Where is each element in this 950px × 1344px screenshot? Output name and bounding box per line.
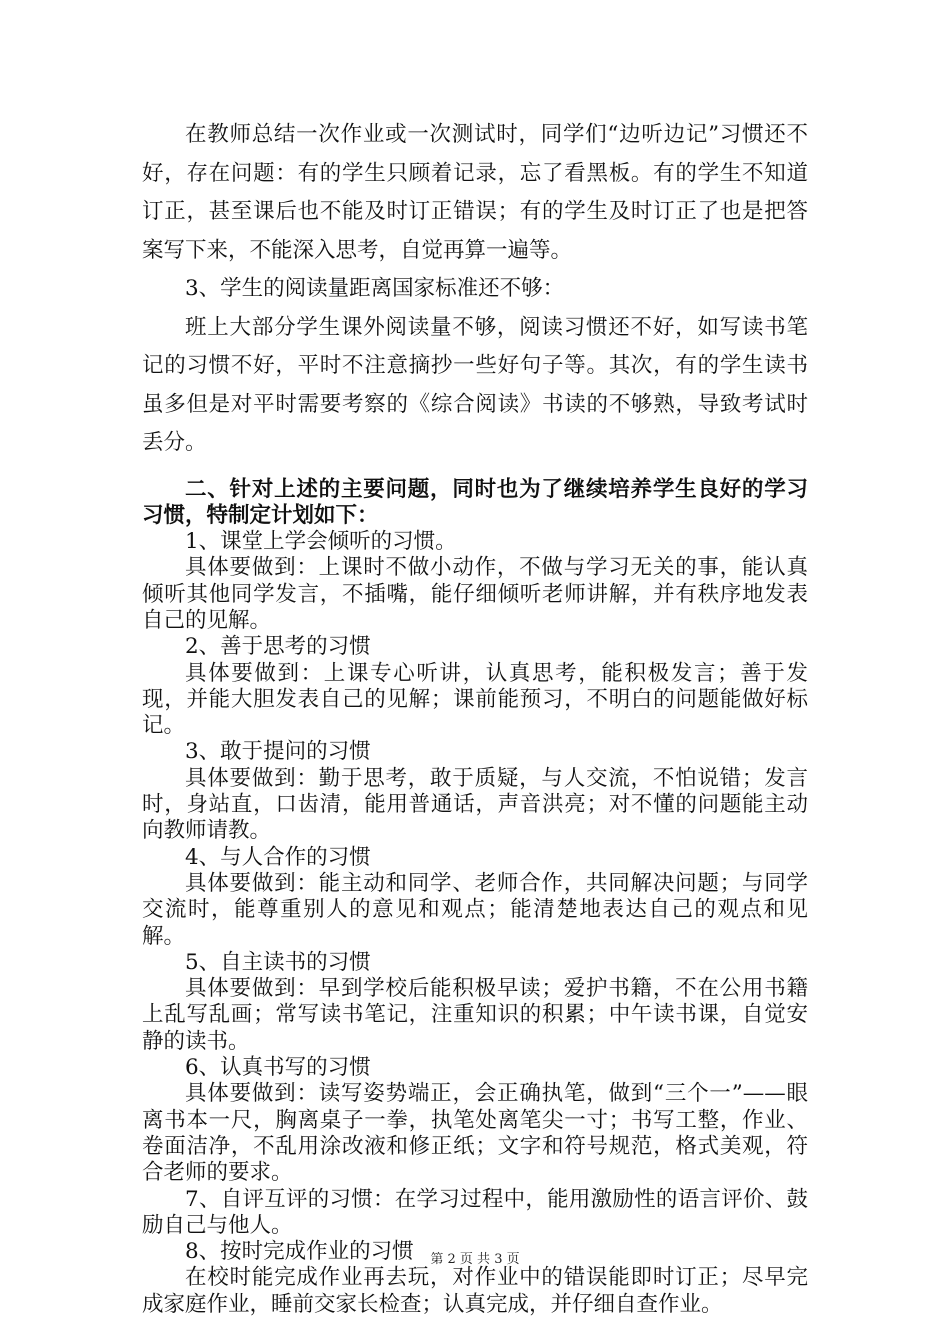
plan-item-3-title: 3、敢于提问的习惯 <box>185 739 371 765</box>
paragraph-group-plan <box>142 477 808 1319</box>
plan-item-7: 7、自评互评的习惯：在学习过程中，能用激励性的语言评价、鼓励自己与他人。 <box>142 1186 808 1238</box>
section-heading: 二、针对上述的主要问题，同时也为了继续培养学生良好的学习习惯，特制定计划如下： <box>142 476 808 528</box>
paragraph-group-loose <box>142 116 808 463</box>
plan-item-5-detail: 具体要做到：早到学校后能积极早读；爱护书籍，不在公用书籍上乱写乱画；常写读书笔记，注重知识的积累；中午读书课，自觉安静的读书。 <box>142 976 808 1054</box>
plan-item-5-title: 5、自主读书的习惯 <box>185 949 371 975</box>
plan-item-2-title: 2、善于思考的习惯 <box>185 634 371 660</box>
plan-item-1-detail: 具体要做到：上课时不做小动作，不做与学习无关的事，能认真倾听其他同学发言，不插嘴，能仔细倾听老师讲解，并有秩序地发表自己的见解。 <box>142 555 808 633</box>
paragraph-reading-issues: 班上大部分学生课外阅读量不够，阅读习惯还不好，如写读书笔记的习惯不好，平时不注意摘抄一些好句子等。其次，有的学生读书虽多但是对平时需要考察的《综合阅读》书读的不够熟，导致考试时丢分。 <box>142 314 808 455</box>
plan-item-4-title: 4、与人合作的习惯 <box>185 844 371 870</box>
plan-item-6-detail: 具体要做到：读写姿势端正，会正确执笔，做到“三个一”——眼离书本一尺，胸离桌子一拳，执笔处离笔尖一寸；书写工整，作业、卷面洁净，不乱用涂改液和修正纸；文字和符号规范，格式美观，符合老师的要求。 <box>142 1081 808 1186</box>
page-footer: 第 2 页 共 3 页 <box>430 1252 520 1267</box>
plan-item-1-title: 1、课堂上学会倾听的习惯。 <box>185 529 457 555</box>
plan-item-6-title: 6、认真书写的习惯 <box>185 1055 371 1081</box>
plan-item-2-detail: 具体要做到：上课专心听讲，认真思考，能积极发言；善于发现，并能大胆发表自己的见解；课前能预习，不明白的问题能做好标记。 <box>142 660 808 739</box>
paragraph-listening-habit-issues: 在教师总结一次作业或一次测试时，同学们“边听边记”习惯还不好，存在问题：有的学生只顾着记录，忘了看黑板。有的学生不知道订正，甚至课后也不能及时订正错误；有的学生及时订正了也是把答案写下来，不能深入思考，自觉再算一遍等。 <box>142 122 808 263</box>
plan-item-8-title: 8、按时完成作业的习惯 <box>185 1239 414 1265</box>
page-content <box>142 116 808 1318</box>
plan-item-4-detail: 具体要做到：能主动和同学、老师合作，共同解决问题；与同学交流时，能尊重别人的意见和观点；能清楚地表达自己的观点和见解。 <box>142 870 808 949</box>
plan-item-3-detail: 具体要做到：勤于思考，敢于质疑，与人交流，不怕说错；发言时，身站直，口齿清，能用普通话，声音洪亮；对不懂的问题能主动向教师请教。 <box>142 765 808 844</box>
plan-item-8-detail: 在校时能完成作业再去玩，对作业中的错误能即时订正；尽早完成家庭作业，睡前交家长检查；认真完成，并仔细自查作业。 <box>142 1265 808 1317</box>
paragraph-reading-heading: 3、学生的阅读量距离国家标准还不够： <box>185 276 565 301</box>
